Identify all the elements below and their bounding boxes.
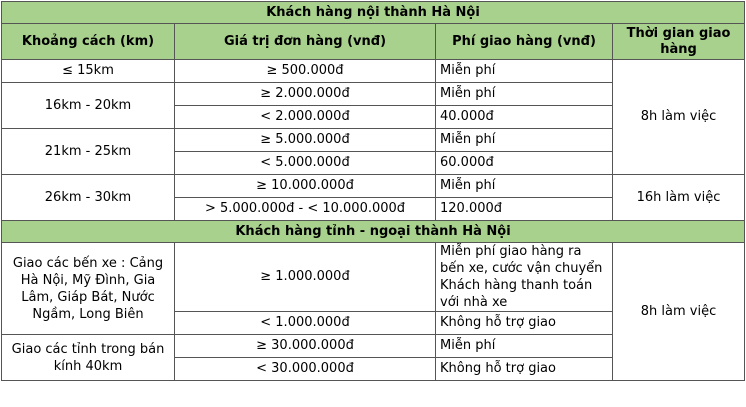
order-value-cell: ≥ 500.000đ: [175, 60, 436, 83]
distance-cell: 21km - 25km: [2, 129, 175, 175]
distance-cell: ≤ 15km: [2, 60, 175, 83]
delivery-time-cell: 16h làm việc: [613, 175, 745, 221]
order-value-cell: ≥ 1.000.000đ: [175, 243, 436, 312]
shipping-fee-cell: Không hỗ trợ giao: [436, 312, 613, 335]
order-value-cell: > 5.000.000đ - < 10.000.000đ: [175, 198, 436, 221]
destination-cell: Giao các tỉnh trong bán kính 40km: [2, 335, 175, 381]
header-shipping-fee: Phí giao hàng (vnđ): [436, 24, 613, 60]
header-distance: Khoảng cách (km): [2, 24, 175, 60]
header-delivery-time: Thời gian giao hàng: [613, 24, 745, 60]
shipping-fee-table: [1, 1, 745, 381]
order-value-cell: < 2.000.000đ: [175, 106, 436, 129]
shipping-fee-cell: Miễn phí: [436, 83, 613, 106]
shipping-fee-cell: Miễn phí giao hàng ra bến xe, cước vận chuyển Khách hàng thanh toán với nhà xe: [436, 243, 613, 312]
shipping-fee-cell: Miễn phí: [436, 60, 613, 83]
delivery-time-cell: 8h làm việc: [613, 243, 745, 381]
shipping-fee-cell: 120.000đ: [436, 198, 613, 221]
order-value-cell: ≥ 30.000.000đ: [175, 335, 436, 358]
order-value-cell: ≥ 2.000.000đ: [175, 83, 436, 106]
shipping-fee-cell: Miễn phí: [436, 175, 613, 198]
order-value-cell: < 1.000.000đ: [175, 312, 436, 335]
order-value-cell: < 5.000.000đ: [175, 152, 436, 175]
section-title-inner-city: Khách hàng nội thành Hà Nội: [2, 2, 745, 24]
section-title-outer-city: Khách hàng tỉnh - ngoại thành Hà Nội: [2, 221, 745, 243]
destination-cell: Giao các bến xe : Cảng Hà Nội, Mỹ Đình, Gia Lâm, Giáp Bát, Nước Ngầm, Long Biên: [2, 243, 175, 335]
order-value-cell: ≥ 10.000.000đ: [175, 175, 436, 198]
header-order-value: Giá trị đơn hàng (vnđ): [175, 24, 436, 60]
distance-cell: 26km - 30km: [2, 175, 175, 221]
shipping-fee-cell: Không hỗ trợ giao: [436, 358, 613, 381]
order-value-cell: < 30.000.000đ: [175, 358, 436, 381]
distance-cell: 16km - 20km: [2, 83, 175, 129]
shipping-fee-cell: Miễn phí: [436, 335, 613, 358]
delivery-time-cell: 8h làm việc: [613, 60, 745, 175]
order-value-cell: ≥ 5.000.000đ: [175, 129, 436, 152]
shipping-fee-cell: Miễn phí: [436, 129, 613, 152]
shipping-fee-cell: 60.000đ: [436, 152, 613, 175]
shipping-fee-cell: 40.000đ: [436, 106, 613, 129]
